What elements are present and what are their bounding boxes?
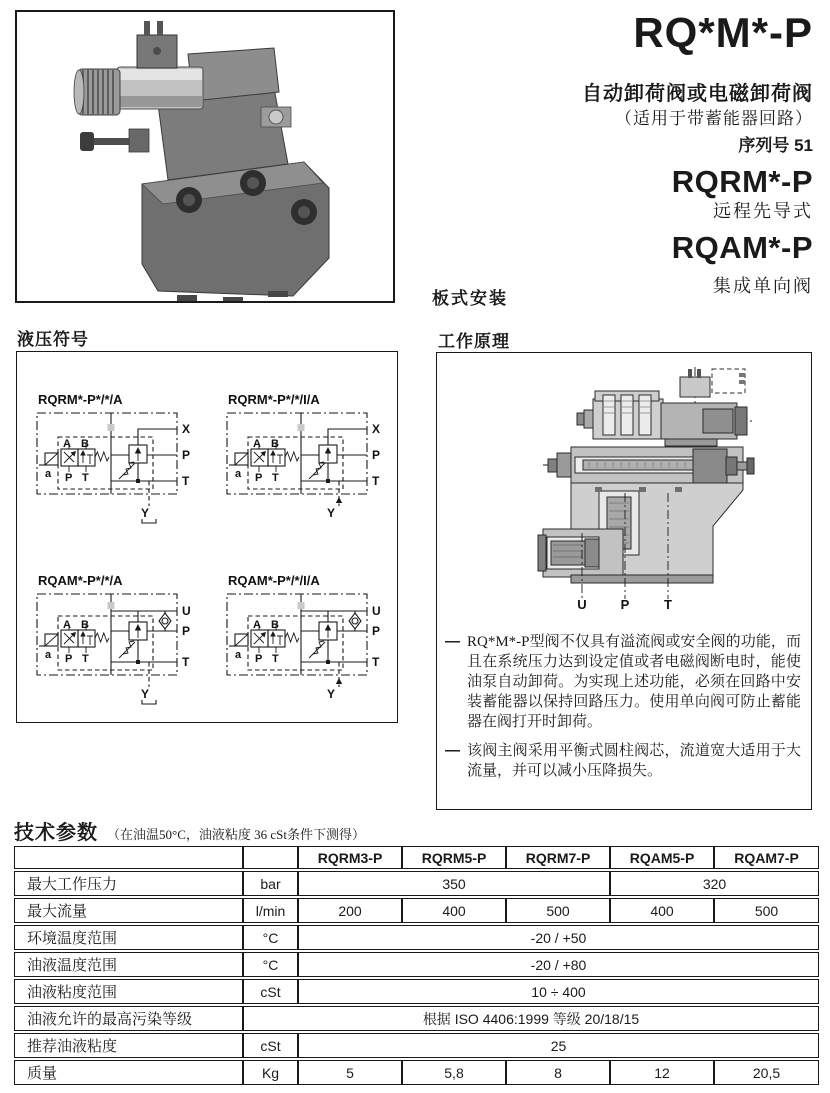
- bullet-dash: —: [445, 742, 460, 759]
- unit-cell: °C: [243, 925, 298, 950]
- bullet-text: RQ*M*-P型阀不仅具有溢流阀或安全阀的功能，而且在系统压力达到设定值或者电磁阀断电时，能使油泵自动卸荷。为实现上述功能，必须在回路中安装蓄能器以保持回路压力。使用单向阀可防止蓄能器在阀打开时卸荷。: [467, 634, 801, 730]
- model-rqam-description: 集成单向阀: [713, 276, 813, 296]
- port-label-t-valve: T: [82, 653, 89, 665]
- port-label-y: Y: [141, 687, 150, 701]
- unit-cell: °C: [243, 952, 298, 977]
- param-cell: 油液温度范围: [14, 952, 243, 977]
- unit-cell: cSt: [243, 979, 298, 1004]
- solenoid-assembly: [74, 67, 203, 115]
- unit-cell: bar: [243, 871, 298, 896]
- value-cell: -20 / +50: [298, 925, 819, 950]
- specs-measurement-note: （在油温50°C，油液粘度 36 cSt条件下测得）: [107, 827, 365, 842]
- value-cell: 根据 ISO 4406:1999 等级 20/18/15: [243, 1006, 819, 1031]
- value-cell: 12: [610, 1060, 714, 1085]
- port-label-t: T: [182, 655, 190, 669]
- bullet-text: 该阀主阀采用平衡式圆柱阀芯，流道宽大适用于大流量，并可以减小压降损失。: [467, 743, 801, 779]
- param-cell: 最大工作压力: [14, 871, 243, 896]
- param-cell: 最大流量: [14, 898, 243, 923]
- port-label-u: U: [577, 597, 587, 611]
- series-number: 序列号 51: [738, 136, 813, 155]
- header-block: [582, 9, 813, 296]
- schematic-rqrm-a: [31, 391, 203, 531]
- cross-section-body: [538, 367, 754, 599]
- schematic-title: RQAM*-P*/*/I/A: [228, 573, 320, 588]
- manual-override-pin: [80, 129, 149, 152]
- model-header: RQRM5-P: [402, 846, 506, 869]
- port-label-x: X: [372, 422, 381, 436]
- connector-block: [137, 21, 177, 68]
- unit-cell: cSt: [243, 1033, 298, 1058]
- port-label-a-upper: A: [63, 438, 71, 450]
- header-unit-cell: [243, 846, 298, 869]
- table-row-max-flow: [14, 898, 819, 923]
- mounting-type-label: 板式安装: [432, 289, 508, 308]
- model-header: RQRM3-P: [298, 846, 402, 869]
- schematic-title: RQRM*-P*/*/A: [38, 392, 123, 407]
- page-title: RQ*M*-P: [633, 9, 813, 56]
- product-photo: [15, 10, 395, 303]
- value-cell: -20 / +80: [298, 952, 819, 977]
- port-label-t-valve: T: [272, 472, 279, 484]
- solenoid-label: a: [45, 468, 52, 480]
- port-label-b: B: [271, 438, 279, 450]
- schematic-rqam-a: [31, 572, 203, 712]
- port-label-p-valve: P: [65, 653, 73, 665]
- port-label-y: Y: [327, 506, 336, 520]
- principle-notes: [445, 623, 801, 781]
- value-cell: 500: [506, 898, 610, 923]
- port-label-p: P: [182, 624, 191, 638]
- port-label-t: T: [372, 655, 380, 669]
- port-label-b: B: [271, 619, 279, 631]
- table-row-contamination: [14, 1006, 819, 1031]
- value-cell: 5,8: [402, 1060, 506, 1085]
- port-label-t: T: [182, 474, 190, 488]
- port-label-b: B: [81, 438, 89, 450]
- specs-section-heading: 技术参数: [14, 822, 98, 844]
- table-row-recommended-viscosity: [14, 1033, 819, 1058]
- principle-section-heading: 工作原理: [438, 332, 510, 351]
- param-cell: 推荐油液粘度: [14, 1033, 243, 1058]
- principle-bullet-1: [445, 632, 801, 732]
- port-label-t: T: [372, 474, 380, 488]
- solenoid-label: a: [235, 468, 242, 480]
- param-cell: 质量: [14, 1060, 243, 1085]
- model-rqrm: RQRM*-P: [671, 164, 813, 199]
- port-label-x: X: [182, 422, 191, 436]
- schematic-rqrm-ia: [221, 391, 393, 531]
- table-row-ambient-temp: [14, 925, 819, 950]
- port-label-t-valve: T: [82, 472, 89, 484]
- value-cell: 10 ÷ 400: [298, 979, 819, 1004]
- specs-table: [14, 844, 819, 1087]
- port-label-p: P: [372, 624, 381, 638]
- table-row-max-pressure: [14, 871, 819, 896]
- schematic-title: RQRM*-P*/*/I/A: [228, 392, 320, 407]
- param-cell: 油液粘度范围: [14, 979, 243, 1004]
- port-label-p: P: [620, 597, 630, 611]
- table-header-row: [14, 846, 819, 869]
- value-cell: 20,5: [714, 1060, 819, 1085]
- port-label-p-valve: P: [65, 472, 73, 484]
- value-cell: 8: [506, 1060, 610, 1085]
- value-cell: 500: [714, 898, 819, 923]
- cross-section-diagram: [535, 363, 755, 611]
- port-label-a-upper: A: [253, 619, 261, 631]
- bullet-dash: —: [445, 633, 460, 650]
- working-principle-box: [436, 352, 812, 810]
- value-cell: 400: [402, 898, 506, 923]
- port-label-u: U: [182, 604, 191, 618]
- model-rqam: RQAM*-P: [671, 230, 813, 265]
- principle-bullet-2: [445, 741, 801, 781]
- port-label-a-upper: A: [253, 438, 261, 450]
- port-label-y: Y: [141, 506, 150, 520]
- header-param-cell: [14, 846, 243, 869]
- model-header: RQRM7-P: [506, 846, 610, 869]
- hydraulic-symbols-box: [16, 351, 398, 723]
- subtitle-description: 自动卸荷阀或电磁卸荷阀: [582, 83, 813, 105]
- symbols-section-heading: 液压符号: [17, 330, 89, 349]
- port-label-a-upper: A: [63, 619, 71, 631]
- solenoid-label: a: [235, 649, 242, 661]
- model-header: RQAM5-P: [610, 846, 714, 869]
- unit-cell: l/min: [243, 898, 298, 923]
- schematic-title: RQAM*-P*/*/A: [38, 573, 123, 588]
- table-row-mass: [14, 1060, 819, 1085]
- port-label-b: B: [81, 619, 89, 631]
- port-label-u: U: [372, 604, 381, 618]
- value-cell: 320: [610, 871, 819, 896]
- value-cell: 350: [298, 871, 610, 896]
- specs-heading-row: [14, 816, 365, 845]
- port-label-t: T: [664, 597, 672, 611]
- port-label-p: P: [182, 448, 191, 462]
- param-cell: 环境温度范围: [14, 925, 243, 950]
- value-cell: 25: [298, 1033, 819, 1058]
- port-label-p-valve: P: [255, 653, 263, 665]
- model-header: RQAM7-P: [714, 846, 819, 869]
- value-cell: 400: [610, 898, 714, 923]
- model-rqrm-description: 远程先导式: [713, 201, 813, 221]
- value-cell: 200: [298, 898, 402, 923]
- valve-photo-illustration: [17, 12, 393, 301]
- table-row-viscosity-range: [14, 979, 819, 1004]
- table-row-oil-temp: [14, 952, 819, 977]
- solenoid-label: a: [45, 649, 52, 661]
- schematic-rqam-ia: [221, 572, 393, 712]
- subtitle-application-note: （适用于带蓄能器回路）: [615, 109, 813, 128]
- unit-cell: Kg: [243, 1060, 298, 1085]
- value-cell: 5: [298, 1060, 402, 1085]
- port-label-t-valve: T: [272, 653, 279, 665]
- param-cell: 油液允许的最高污染等级: [14, 1006, 243, 1031]
- port-label-y: Y: [327, 687, 336, 701]
- port-label-p: P: [372, 448, 381, 462]
- port-label-p-valve: P: [255, 472, 263, 484]
